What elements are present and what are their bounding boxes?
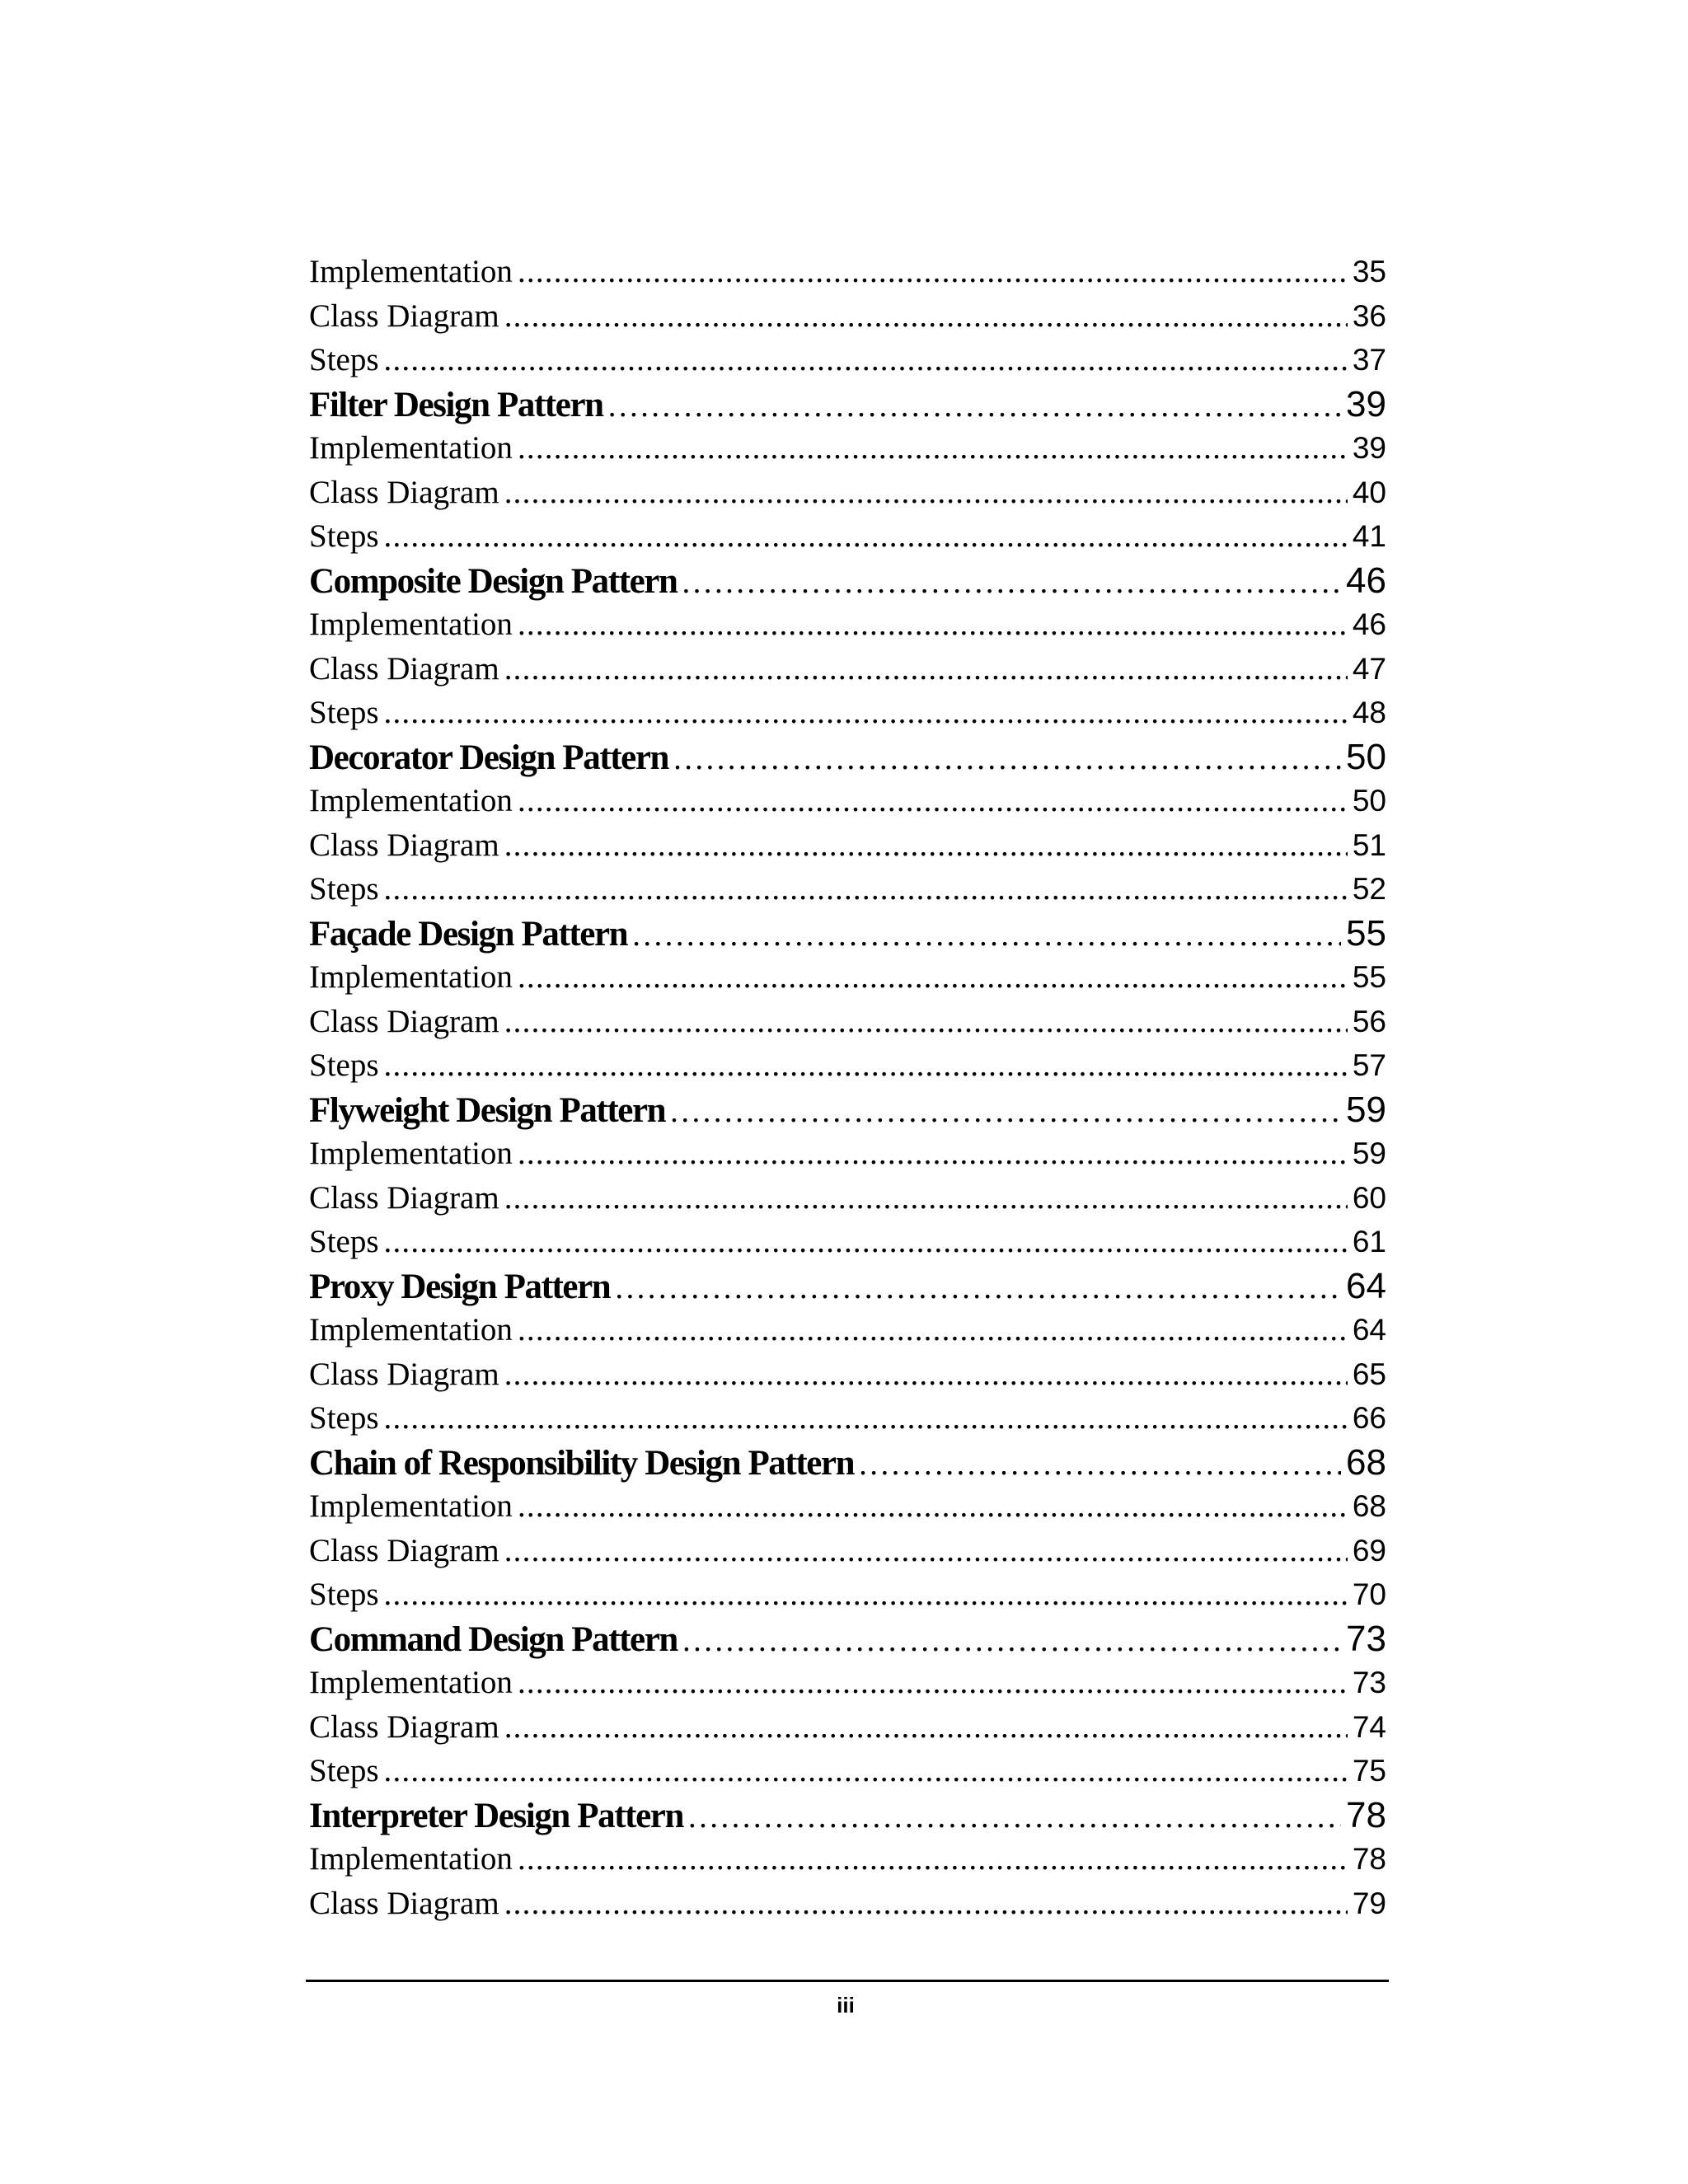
toc-section-entry[interactable] — [309, 1220, 1386, 1264]
toc-entry-title: Implementation — [309, 607, 513, 642]
toc-entry-title: Class Diagram — [309, 827, 499, 863]
dot-leader — [384, 1043, 1348, 1088]
toc-chapter-entry[interactable] — [309, 1264, 1386, 1309]
toc-entry-title: Class Diagram — [309, 1003, 499, 1039]
toc-entry-page-number: 47 — [1352, 651, 1386, 686]
toc-entry-title: Implementation — [309, 1665, 513, 1700]
toc-chapter-entry[interactable] — [309, 382, 1386, 427]
toc-entry-page-number: 39 — [1352, 431, 1386, 465]
toc-section-entry[interactable] — [309, 1529, 1386, 1573]
dot-leader — [859, 1442, 1341, 1487]
toc-entry-title: Proxy Design Pattern — [309, 1267, 611, 1306]
dot-leader — [384, 1396, 1348, 1441]
toc-entry-page-number: 56 — [1352, 1004, 1386, 1038]
toc-entry-page-number: 46 — [1346, 560, 1386, 601]
footer-divider — [306, 1980, 1389, 1982]
toc-entry-page-number: 39 — [1346, 383, 1386, 424]
toc-entry-title: Flyweight Design Pattern — [309, 1090, 666, 1130]
dot-leader — [504, 1352, 1348, 1397]
toc-section-entry[interactable] — [309, 1132, 1386, 1176]
toc-chapter-entry[interactable] — [309, 1441, 1386, 1485]
toc-section-entry[interactable] — [309, 1043, 1386, 1088]
toc-entry-title: Steps — [309, 695, 379, 730]
toc-section-entry[interactable] — [309, 426, 1386, 471]
toc-entry-page-number: 37 — [1352, 343, 1386, 377]
dot-leader — [504, 471, 1348, 515]
toc-section-entry[interactable] — [309, 514, 1386, 559]
page-number: iii — [837, 1993, 855, 2018]
toc-entry-page-number: 59 — [1346, 1089, 1386, 1130]
toc-chapter-entry[interactable] — [309, 735, 1386, 780]
toc-section-entry[interactable] — [309, 1749, 1386, 1793]
dot-leader — [518, 1661, 1348, 1705]
toc-entry-title: Filter Design Pattern — [309, 385, 603, 424]
dot-leader — [518, 1837, 1348, 1882]
dot-leader — [504, 1529, 1348, 1573]
dot-leader — [518, 1132, 1348, 1176]
dot-leader — [384, 1572, 1348, 1617]
dot-leader — [504, 1000, 1348, 1044]
toc-section-entry[interactable] — [309, 779, 1386, 823]
toc-entry-page-number: 78 — [1352, 1842, 1386, 1876]
toc-section-entry[interactable] — [309, 1837, 1386, 1882]
toc-entry-title: Steps — [309, 1753, 379, 1788]
toc-entry-page-number: 50 — [1346, 736, 1386, 777]
toc-entry-page-number: 64 — [1346, 1265, 1386, 1306]
toc-entry-title: Steps — [309, 518, 379, 554]
toc-entry-title: Steps — [309, 1047, 379, 1083]
toc-entry-title: Class Diagram — [309, 1885, 499, 1921]
toc-entry-title: Steps — [309, 1400, 379, 1436]
dot-leader — [673, 737, 1341, 781]
toc-entry-page-number: 50 — [1352, 784, 1386, 818]
toc-entry-page-number: 66 — [1352, 1401, 1386, 1435]
toc-entry-page-number: 74 — [1352, 1709, 1386, 1744]
toc-entry-title: Implementation — [309, 783, 513, 818]
toc-entry-page-number: 64 — [1352, 1313, 1386, 1347]
dot-leader — [504, 1882, 1348, 1926]
dot-leader — [615, 1266, 1341, 1310]
dot-leader — [384, 1749, 1348, 1793]
toc-section-entry[interactable] — [309, 1000, 1386, 1044]
toc-entry-page-number: 68 — [1352, 1489, 1386, 1523]
toc-entry-title: Class Diagram — [309, 1356, 499, 1392]
toc-entry-page-number: 73 — [1346, 1618, 1386, 1659]
toc-section-entry[interactable] — [309, 1396, 1386, 1441]
toc-entry-title: Class Diagram — [309, 298, 499, 334]
dot-leader — [632, 913, 1341, 958]
toc-entry-page-number: 35 — [1352, 255, 1386, 288]
dot-leader — [682, 1619, 1341, 1663]
toc-entry-page-number: 60 — [1352, 1180, 1386, 1215]
toc-section-entry[interactable] — [309, 1661, 1386, 1705]
toc-section-entry[interactable] — [309, 1308, 1386, 1352]
dot-leader — [504, 647, 1348, 691]
toc-entry-title: Composite Design Pattern — [309, 561, 678, 601]
toc-entry-page-number: 46 — [1352, 607, 1386, 641]
dot-leader — [518, 1308, 1348, 1352]
toc-entry-title: Implementation — [309, 1136, 513, 1171]
toc-entry-page-number: 73 — [1352, 1666, 1386, 1699]
dot-leader — [688, 1795, 1341, 1840]
dot-leader — [504, 294, 1348, 339]
toc-entry-title: Class Diagram — [309, 1532, 499, 1568]
toc-entry-title: Implementation — [309, 1312, 513, 1347]
toc-entry-page-number: 70 — [1352, 1577, 1386, 1611]
toc-chapter-entry[interactable] — [309, 1617, 1386, 1661]
toc-entry-title: Steps — [309, 1224, 379, 1259]
toc-section-entry[interactable] — [309, 1705, 1386, 1750]
toc-entry-title: Steps — [309, 342, 379, 377]
dot-leader — [518, 250, 1348, 294]
table-of-contents — [309, 250, 1386, 1925]
toc-entry-title: Implementation — [309, 1841, 513, 1877]
toc-entry-page-number: 65 — [1352, 1357, 1386, 1391]
dot-leader — [518, 779, 1348, 823]
toc-section-entry[interactable] — [309, 867, 1386, 912]
dot-leader — [518, 426, 1348, 471]
toc-entry-page-number: 41 — [1352, 519, 1386, 553]
dot-leader — [504, 823, 1348, 868]
toc-section-entry[interactable] — [309, 955, 1386, 1000]
toc-entry-title: Implementation — [309, 254, 513, 289]
toc-entry-page-number: 59 — [1352, 1137, 1386, 1170]
toc-chapter-entry[interactable] — [309, 1088, 1386, 1132]
dot-leader — [384, 514, 1348, 559]
dot-leader — [384, 691, 1348, 735]
dot-leader — [682, 560, 1342, 605]
toc-entry-page-number: 57 — [1352, 1048, 1386, 1082]
toc-section-entry[interactable] — [309, 823, 1386, 868]
toc-section-entry[interactable] — [309, 691, 1386, 735]
toc-entry-title: Class Diagram — [309, 1179, 499, 1216]
dot-leader — [518, 1484, 1348, 1529]
dot-leader — [384, 338, 1348, 382]
toc-entry-page-number: 52 — [1352, 872, 1386, 906]
toc-entry-page-number: 79 — [1352, 1886, 1386, 1920]
toc-section-entry[interactable] — [309, 1882, 1386, 1926]
toc-section-entry[interactable] — [309, 647, 1386, 691]
toc-entry-page-number: 55 — [1352, 960, 1386, 994]
toc-section-entry[interactable] — [309, 1352, 1386, 1397]
toc-chapter-entry[interactable] — [309, 1793, 1386, 1838]
toc-entry-title: Decorator Design Pattern — [309, 738, 669, 777]
dot-leader — [518, 602, 1348, 647]
dot-leader — [670, 1090, 1341, 1134]
dot-leader — [504, 1705, 1348, 1750]
toc-entry-title: Steps — [309, 871, 379, 907]
toc-entry-title: Class Diagram — [309, 474, 499, 510]
dot-leader — [504, 1176, 1348, 1221]
toc-entry-title: Interpreter Design Pattern — [309, 1796, 683, 1835]
toc-section-entry[interactable] — [309, 294, 1386, 339]
toc-entry-page-number: 51 — [1352, 827, 1386, 862]
toc-entry-page-number: 69 — [1352, 1533, 1386, 1568]
toc-entry-title: Class Diagram — [309, 650, 499, 687]
toc-section-entry[interactable] — [309, 602, 1386, 647]
toc-section-entry[interactable] — [309, 471, 1386, 515]
toc-entry-page-number: 78 — [1346, 1794, 1386, 1835]
toc-entry-title: Steps — [309, 1577, 379, 1612]
toc-chapter-entry[interactable] — [309, 559, 1386, 603]
toc-section-entry[interactable] — [309, 1176, 1386, 1221]
toc-section-entry[interactable] — [309, 1572, 1386, 1617]
toc-entry-title: Implementation — [309, 1488, 513, 1524]
toc-entry-title: Implementation — [309, 430, 513, 466]
toc-entry-title: Implementation — [309, 959, 513, 995]
toc-section-entry[interactable] — [309, 250, 1386, 294]
toc-entry-page-number: 61 — [1352, 1225, 1386, 1258]
dot-leader — [608, 384, 1341, 429]
toc-entry-page-number: 68 — [1346, 1441, 1386, 1483]
toc-entry-title: Chain of Responsibility Design Pattern — [309, 1443, 855, 1483]
toc-section-entry[interactable] — [309, 1484, 1386, 1529]
dot-leader — [384, 867, 1348, 912]
toc-entry-page-number: 48 — [1352, 696, 1386, 729]
toc-entry-page-number: 36 — [1352, 298, 1386, 333]
toc-chapter-entry[interactable] — [309, 912, 1386, 956]
toc-entry-page-number: 40 — [1352, 475, 1386, 509]
dot-leader — [518, 955, 1348, 1000]
toc-entry-title: Class Diagram — [309, 1708, 499, 1745]
dot-leader — [384, 1220, 1348, 1264]
toc-entry-page-number: 55 — [1346, 912, 1386, 954]
toc-entry-page-number: 75 — [1352, 1754, 1386, 1788]
toc-entry-title: Command Design Pattern — [309, 1619, 678, 1659]
toc-section-entry[interactable] — [309, 338, 1386, 382]
toc-entry-title: Façade Design Pattern — [309, 914, 628, 954]
